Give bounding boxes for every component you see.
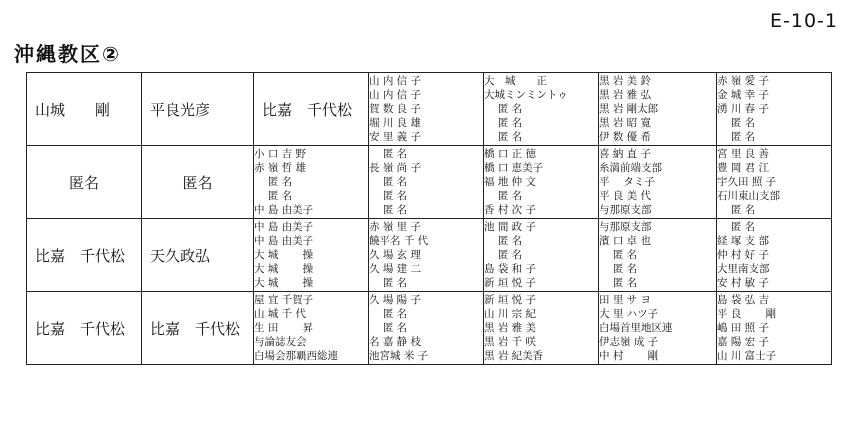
list-item: 新 垣 悦 子 [484, 294, 537, 306]
cell-name [142, 73, 254, 146]
name-text: 匿名 [68, 173, 99, 192]
list-item: 屋 宜 千賀子 [254, 294, 314, 306]
list-item: 赤 嶺 里 子 [369, 221, 422, 233]
list-item: 宮 里 良 善 [717, 148, 770, 160]
name-list [484, 219, 599, 292]
list-item: 香 村 次 子 [484, 204, 537, 216]
name-list [599, 73, 717, 146]
list-item: 堀 川 良 雄 [369, 117, 422, 129]
list-item: 新 垣 悦 子 [484, 277, 537, 289]
list-item: 黒 岩 雅 弘 [599, 89, 652, 101]
list-item: 安 里 義 子 [369, 131, 422, 143]
list-item: 島 袋 弘 吉 [717, 294, 770, 306]
name-text: 比嘉 千代松 [150, 319, 241, 338]
name-list [369, 219, 484, 292]
list-item: 山 内 信 子 [369, 89, 422, 101]
name-text: 比嘉 千代松 [35, 246, 126, 265]
list-item: 与那原支部 [599, 221, 652, 233]
name-text: 山城 剛 [35, 100, 111, 119]
list-item: 山 城 千 代 [254, 308, 307, 320]
list-item: 赤 嶺 哲 雄 [254, 162, 307, 174]
name-list [369, 146, 484, 219]
list-item: 平 良 剛 [717, 308, 777, 320]
name-list [254, 146, 369, 219]
table-row [27, 292, 832, 365]
list-item: 濱 口 卓 也 [599, 235, 652, 247]
page-title: 沖縄教区② [14, 42, 121, 66]
list-item: 与那原支部 [599, 204, 652, 216]
cell-name [142, 146, 254, 219]
list-item: 嘉 陽 宏 子 [717, 336, 770, 348]
list-item: 安 村 敏 子 [717, 277, 770, 289]
list-item: 長 嶺 尚 子 [369, 162, 422, 174]
list-item: 匿 名 [484, 249, 523, 261]
name-list [599, 219, 717, 292]
list-item: 黒 岩 雅 美 [484, 322, 537, 334]
list-item: 白場会那覇西総連 [254, 350, 338, 362]
list-item: 伊 数 優 希 [599, 131, 652, 143]
table-row [27, 73, 832, 146]
name-list [484, 146, 599, 219]
list-item: 与論誌友会 [254, 336, 307, 348]
list-item: 福 地 仲 文 [484, 176, 537, 188]
list-item: 匿 名 [484, 235, 523, 247]
list-item: 池宮城 米 子 [369, 350, 429, 362]
list-item: 経 塚 支 部 [717, 235, 770, 247]
list-item: 久 場 陽 子 [369, 294, 422, 306]
list-item: 匿 名 [369, 308, 408, 320]
list-item: 匿 名 [369, 322, 408, 334]
list-item: 仲 村 好 子 [717, 249, 770, 261]
list-item: 赤 嶺 愛 子 [717, 75, 770, 87]
list-item: 匿 名 [484, 131, 523, 143]
list-item: 宇久田 照 子 [717, 176, 777, 188]
list-item: 中 島 由美子 [254, 221, 314, 233]
list-item: 匿 名 [484, 103, 523, 115]
list-item: 大 城 操 [254, 249, 314, 261]
cell-name [27, 219, 142, 292]
list-item: 豊 岡 君 江 [717, 162, 770, 174]
list-item: 嶋 田 照 子 [717, 322, 770, 334]
list-item: 黒 岩 剛太郎 [599, 103, 659, 115]
list-item: 大 里 ハツ子 [599, 308, 659, 320]
name-text: 比嘉 千代松 [35, 319, 126, 338]
list-item: 饒平名 千 代 [369, 235, 429, 247]
list-item: 喜 納 直 子 [599, 148, 652, 160]
cell-name [142, 292, 254, 365]
cell-name [27, 146, 142, 219]
list-item: 山 内 信 子 [369, 75, 422, 87]
list-item: 池 間 政 子 [484, 221, 537, 233]
list-item: 湧 川 春 子 [717, 103, 770, 115]
list-item: 黒 岩 千 咲 [484, 336, 537, 348]
list-item: 賀 数 良 子 [369, 103, 422, 115]
name-text: 匿名 [182, 173, 213, 192]
name-list [369, 73, 484, 146]
page-code: E-10-1 [770, 10, 838, 32]
list-item: 大 城 操 [254, 263, 314, 275]
table-row [27, 146, 832, 219]
list-item: 大 城 正 [484, 75, 547, 87]
name-list [254, 219, 369, 292]
list-item: 匿 名 [369, 204, 408, 216]
cell-name [142, 219, 254, 292]
list-item: 白場首里地区連 [599, 322, 673, 334]
table-row [27, 219, 832, 292]
list-item: 黒 岩 昭 寛 [599, 117, 652, 129]
cell-name [254, 73, 369, 146]
name-list [599, 292, 717, 365]
list-item: 小 口 吉 野 [254, 148, 307, 160]
list-item: 金 城 幸 子 [717, 89, 770, 101]
list-item: 匿 名 [369, 277, 408, 289]
list-item: 島 袋 和 子 [484, 263, 537, 275]
list-item: 石川東山支部 [717, 190, 780, 202]
name-list [484, 73, 599, 146]
list-item: 匿 名 [254, 176, 293, 188]
list-item: 匿 名 [484, 190, 523, 202]
name-list [717, 219, 832, 292]
name-list [717, 73, 832, 146]
list-item: 匿 名 [717, 131, 756, 143]
list-item: 大城ミンミントゥ [484, 89, 568, 101]
list-item: 久 場 建 二 [369, 263, 422, 275]
list-item: 山 川 富士子 [717, 350, 777, 362]
name-list [717, 146, 832, 219]
list-item: 中 島 由美子 [254, 235, 314, 247]
list-item: 匿 名 [599, 277, 638, 289]
list-item: 大里南支部 [717, 263, 770, 275]
list-item: 橋 口 恵美子 [484, 162, 544, 174]
cell-name [27, 73, 142, 146]
list-item: 生 田 昇 [254, 322, 314, 334]
list-item: 平 タミ子 [599, 176, 655, 188]
name-text: 天久政弘 [150, 246, 211, 265]
list-item: 匿 名 [369, 176, 408, 188]
list-item: 匿 名 [369, 148, 408, 160]
list-item: 匿 名 [484, 117, 523, 129]
list-item: 黒 岩 美 鈴 [599, 75, 652, 87]
list-item: 匿 名 [254, 190, 293, 202]
cell-name [27, 292, 142, 365]
name-list [484, 292, 599, 365]
list-item: 匿 名 [599, 263, 638, 275]
list-item: 匿 名 [717, 117, 756, 129]
donor-table [26, 72, 832, 365]
list-item: 糸満前端支部 [599, 162, 662, 174]
list-item: 匿 名 [717, 221, 756, 233]
list-item: 中 村 剛 [599, 350, 659, 362]
name-text: 平良光彦 [150, 100, 211, 119]
list-item: 名 嘉 静 枝 [369, 336, 422, 348]
list-item: 大 城 操 [254, 277, 314, 289]
name-list [254, 292, 369, 365]
list-item: 黒 岩 紀美香 [484, 350, 544, 362]
list-item: 橋 口 正 徳 [484, 148, 537, 160]
list-item: 久 場 玄 理 [369, 249, 422, 261]
list-item: 匿 名 [599, 249, 638, 261]
name-text: 比嘉 千代松 [262, 100, 353, 119]
name-list [599, 146, 717, 219]
list-item: 匿 名 [717, 204, 756, 216]
name-list [717, 292, 832, 365]
name-list [369, 292, 484, 365]
list-item: 中 島 由美子 [254, 204, 314, 216]
list-item: 伊志嶺 成 子 [599, 336, 659, 348]
list-item: 山 川 宗 紀 [484, 308, 537, 320]
list-item: 田 里 サ ヨ [599, 294, 652, 306]
list-item: 平 良 美 代 [599, 190, 652, 202]
list-item: 匿 名 [369, 190, 408, 202]
